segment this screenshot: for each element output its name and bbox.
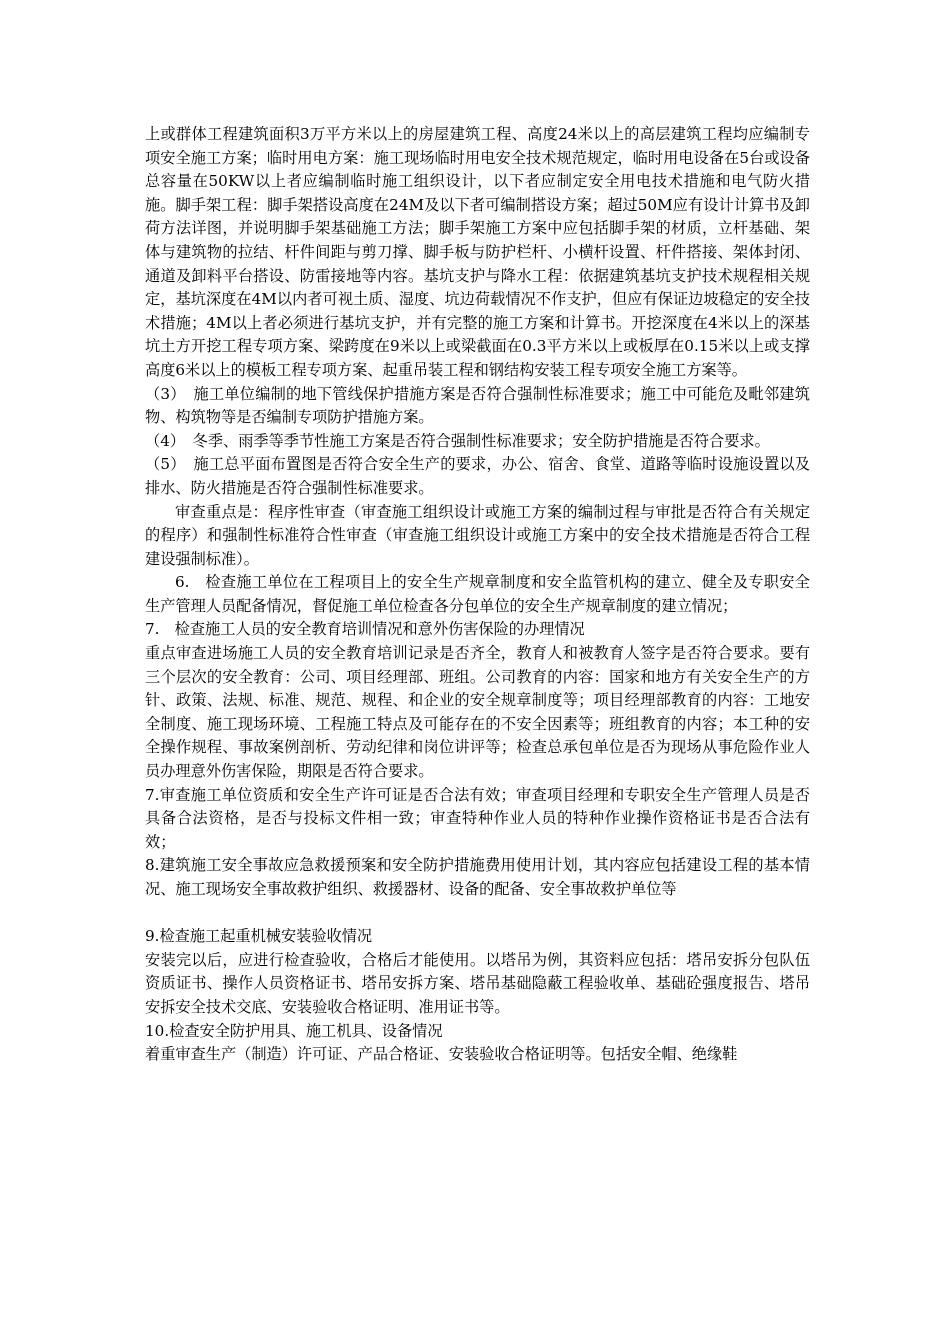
paragraph-section-6: 6. 检查施工单位在工程项目上的安全生产规章制度和安全监管机构的建立、健全及专职安全生产管理人员配备情况，督促施工单位检查各分包单位的安全生产规章制度的建立情况； xyxy=(145,573,810,615)
paragraph-item-4: （4） 冬季、雨季等季节性施工方案是否符合强制性标准要求；安全防护措施是否符合要求。 xyxy=(145,431,770,450)
paragraph-section-7-heading: 7. 检查施工人员的安全教育培训情况和意外伤害保险的办理情况 xyxy=(145,620,585,639)
paragraph-review-focus: 审查重点是：程序性审查（审查施工组织设计或施工方案的编制过程与审批是否符合有关规定的程序）和强制性标准符合性审查（审查施工组织设计或施工方案中的安全技术措施是否符合工程建设强制标准）。 xyxy=(145,502,810,568)
paragraph-section-8: 8.建筑施工安全事故应急救援预案和安全防护措施费用使用计划，其内容应包括建设工程的基本情况、施工现场安全事故救护组织、救援器材、设备的配备、安全事故救护单位等 xyxy=(145,856,810,898)
paragraph-section-9-body: 安装完以后，应进行检查验收，合格后才能使用。以塔吊为例，其资料应包括：塔吊安拆分包队伍资质证书、操作人员资格证书、塔吊安拆方案、塔吊基础隐蔽工程验收单、基础砼强度报告、塔吊安拆安全技术交底、安装验收合格证明、准用证书等。 xyxy=(145,950,810,1016)
paragraph-item-3: （3） 施工单位编制的地下管线保护措施方案是否符合强制性标准要求；施工中可能危及毗邻建筑物、构筑物等是否编制专项防护措施方案。 xyxy=(145,384,810,427)
paragraph-section-9-heading: 9.检查施工起重机械安装验收情况 xyxy=(145,927,373,946)
document-body xyxy=(145,123,810,1067)
paragraph-item-5: （5） 施工总平面布置图是否符合安全生产的要求，办公、宿舍、食堂、道路等临时设施设置以及排水、防火措施是否符合强制性标准要求。 xyxy=(145,455,810,497)
paragraph-section-10-heading: 10.检查安全防护用具、施工机具、设备情况 xyxy=(145,1021,443,1040)
blank-line xyxy=(145,902,810,926)
paragraph-section-7-body: 重点审查进场施工人员的安全教育培训记录是否齐全，教育人和被教育人签字是否符合要求。要有三个层次的安全教育：公司、项目经理部、班组。公司教育的内容：国家和地方有关安全生产的方针、政策、法规、标准、规范、规程、和企业的安全规章制度等；项目经理部教育的内容：工地安全制度、施工现场环境、工程施工特点及可能存在的不安全因素等；班组教育的内容；本工种的安全操作规程、事故案例剖析、劳动纪律和岗位讲评等；检查总承包单位是否为现场从事危险作业人员办理意外伤害保险，期限是否符合要求。 xyxy=(145,644,810,781)
paragraph-section-10-body: 着重审查生产（制造）许可证、产品合格证、安装验收合格证明等。包括安全帽、绝缘鞋 xyxy=(145,1045,738,1064)
paragraph-special-plans: 上或群体工程建筑面积3万平方米以上的房屋建筑工程、高度24米以上的高层建筑工程均应编制专项安全施工方案；临时用电方案：施工现场临时用电安全技术规范规定，临时用电设备在5台或设备总容量在50KW以上者应编制临时施工组织设计，以下者应制定安全用电技术措施和电气防火措施。脚手架工程：脚手架搭设高度在24M及以下者可编制搭设方案；超过50M应有设计计算书及卸荷方法详图，并说明脚手架基础施工方法；脚手架施工方案中应包括脚手架的材质，立杆基础、架体与建筑物的拉结、杆件间距与剪刀撑、脚手板与防护栏杆、小横杆设置、杆件搭接、架体封闭、通道及卸料平台搭设、防雷接地等内容。基坑支护与降水工程：依据建筑基坑支护技术规程相关规定，基坑深度在4M以内者可视土质、湿度、坑边荷载情况不作支护，但应有保证边坡稳定的安全技术措施；4M以上者必须进行基坑支护，并有完整的施工方案和计算书。开挖深度在4米以上的深基坑土方开挖工程专项方案、梁跨度在9米以上或梁截面在0.3平方米以上或板厚在0.15米以上或支撑高度6米以上的模板工程专项方案、起重吊装工程和钢结构安装工程专项安全施工方案等。 xyxy=(145,125,810,379)
paragraph-section-7-qualification: 7.审查施工单位资质和安全生产许可证是否合法有效；审查项目经理和专职安全生产管理人员是否具备合法资格，是否与投标文件相一致；审查特种作业人员的特种作业操作资格证书是否合法有效； xyxy=(145,785,810,851)
